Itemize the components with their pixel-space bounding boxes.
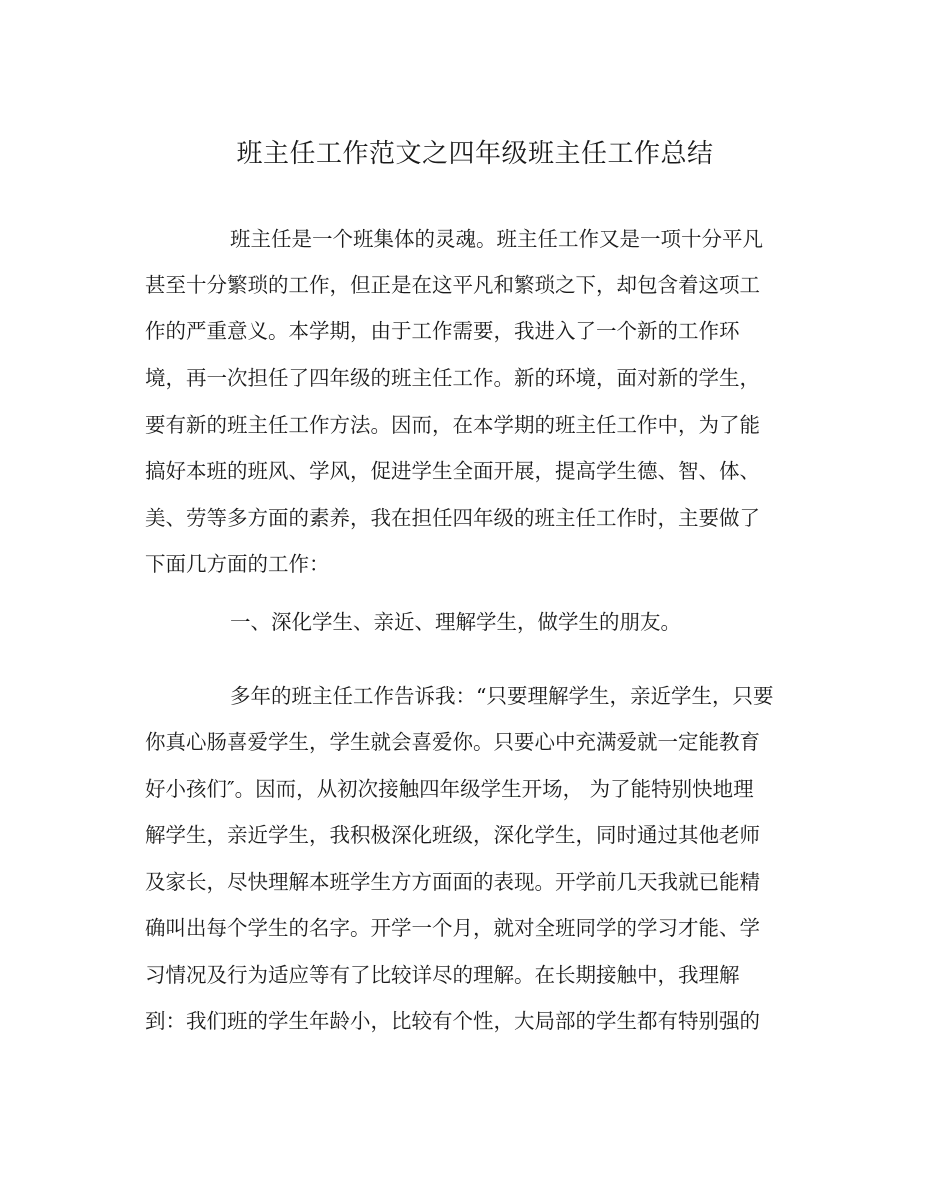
section-1-heading: 一、深化学生、亲近、理解学生，做学生的朋友。 bbox=[230, 610, 681, 634]
paragraph-1-line-1: 班主任是一个班集体的灵魂。班主任工作又是一项十分平凡 bbox=[230, 227, 763, 251]
paragraph-2-line-1: 多年的班主任工作告诉我：“只要理解学生，亲近学生，只要 bbox=[230, 684, 774, 708]
paragraph-2-line-7: 习情况及行为适应等有了比较详尽的理解。在长期接触中，我理解 bbox=[145, 963, 740, 987]
paragraph-2-line-5: 及家长，尽快理解本班学生方方面面的表现。开学前几天我就已能精 bbox=[145, 870, 760, 894]
paragraph-1-line-7: 美、劳等多方面的素养，我在担任四年级的班主任工作时，主要做了 bbox=[145, 506, 760, 530]
paragraph-2-line-2: 你真心肠喜爱学生，学生就会喜爱你。只要心中充满爱就一定能教育 bbox=[145, 730, 760, 754]
paragraph-1-line-8: 下面几方面的工作： bbox=[145, 552, 330, 576]
paragraph-2-line-8: 到：我们班的学生年龄小，比较有个性，大局部的学生都有特别强的 bbox=[145, 1009, 760, 1033]
paragraph-1-line-5: 要有新的班主任工作方法。因而，在本学期的班主任工作中，为了能 bbox=[145, 413, 760, 437]
paragraph-1-line-2: 甚至十分繁琐的工作，但正是在这平凡和繁琐之下，却包含着这项工 bbox=[145, 273, 760, 297]
page-title: 班主任工作范文之四年级班主任工作总结 bbox=[236, 139, 714, 169]
paragraph-1-line-3: 作的严重意义。本学期，由于工作需要，我进入了一个新的工作环 bbox=[145, 319, 740, 343]
paragraph-2-line-3: 好小孩们″。因而，从初次接触四年级学生开场， 为了能特别快地理 bbox=[145, 777, 754, 801]
paragraph-1-line-6: 搞好本班的班风、学风，促进学生全面开展，提高学生德、智、体、 bbox=[145, 459, 760, 483]
paragraph-2-line-6: 确叫出每个学生的名字。开学一个月，就对全班同学的学习才能、学 bbox=[145, 916, 760, 940]
paragraph-1-line-4: 境，再一次担任了四年级的班主任工作。新的环境，面对新的学生， bbox=[145, 366, 760, 390]
paragraph-2-line-4: 解学生，亲近学生，我积极深化班级，深化学生，同时通过其他老师 bbox=[145, 823, 760, 847]
